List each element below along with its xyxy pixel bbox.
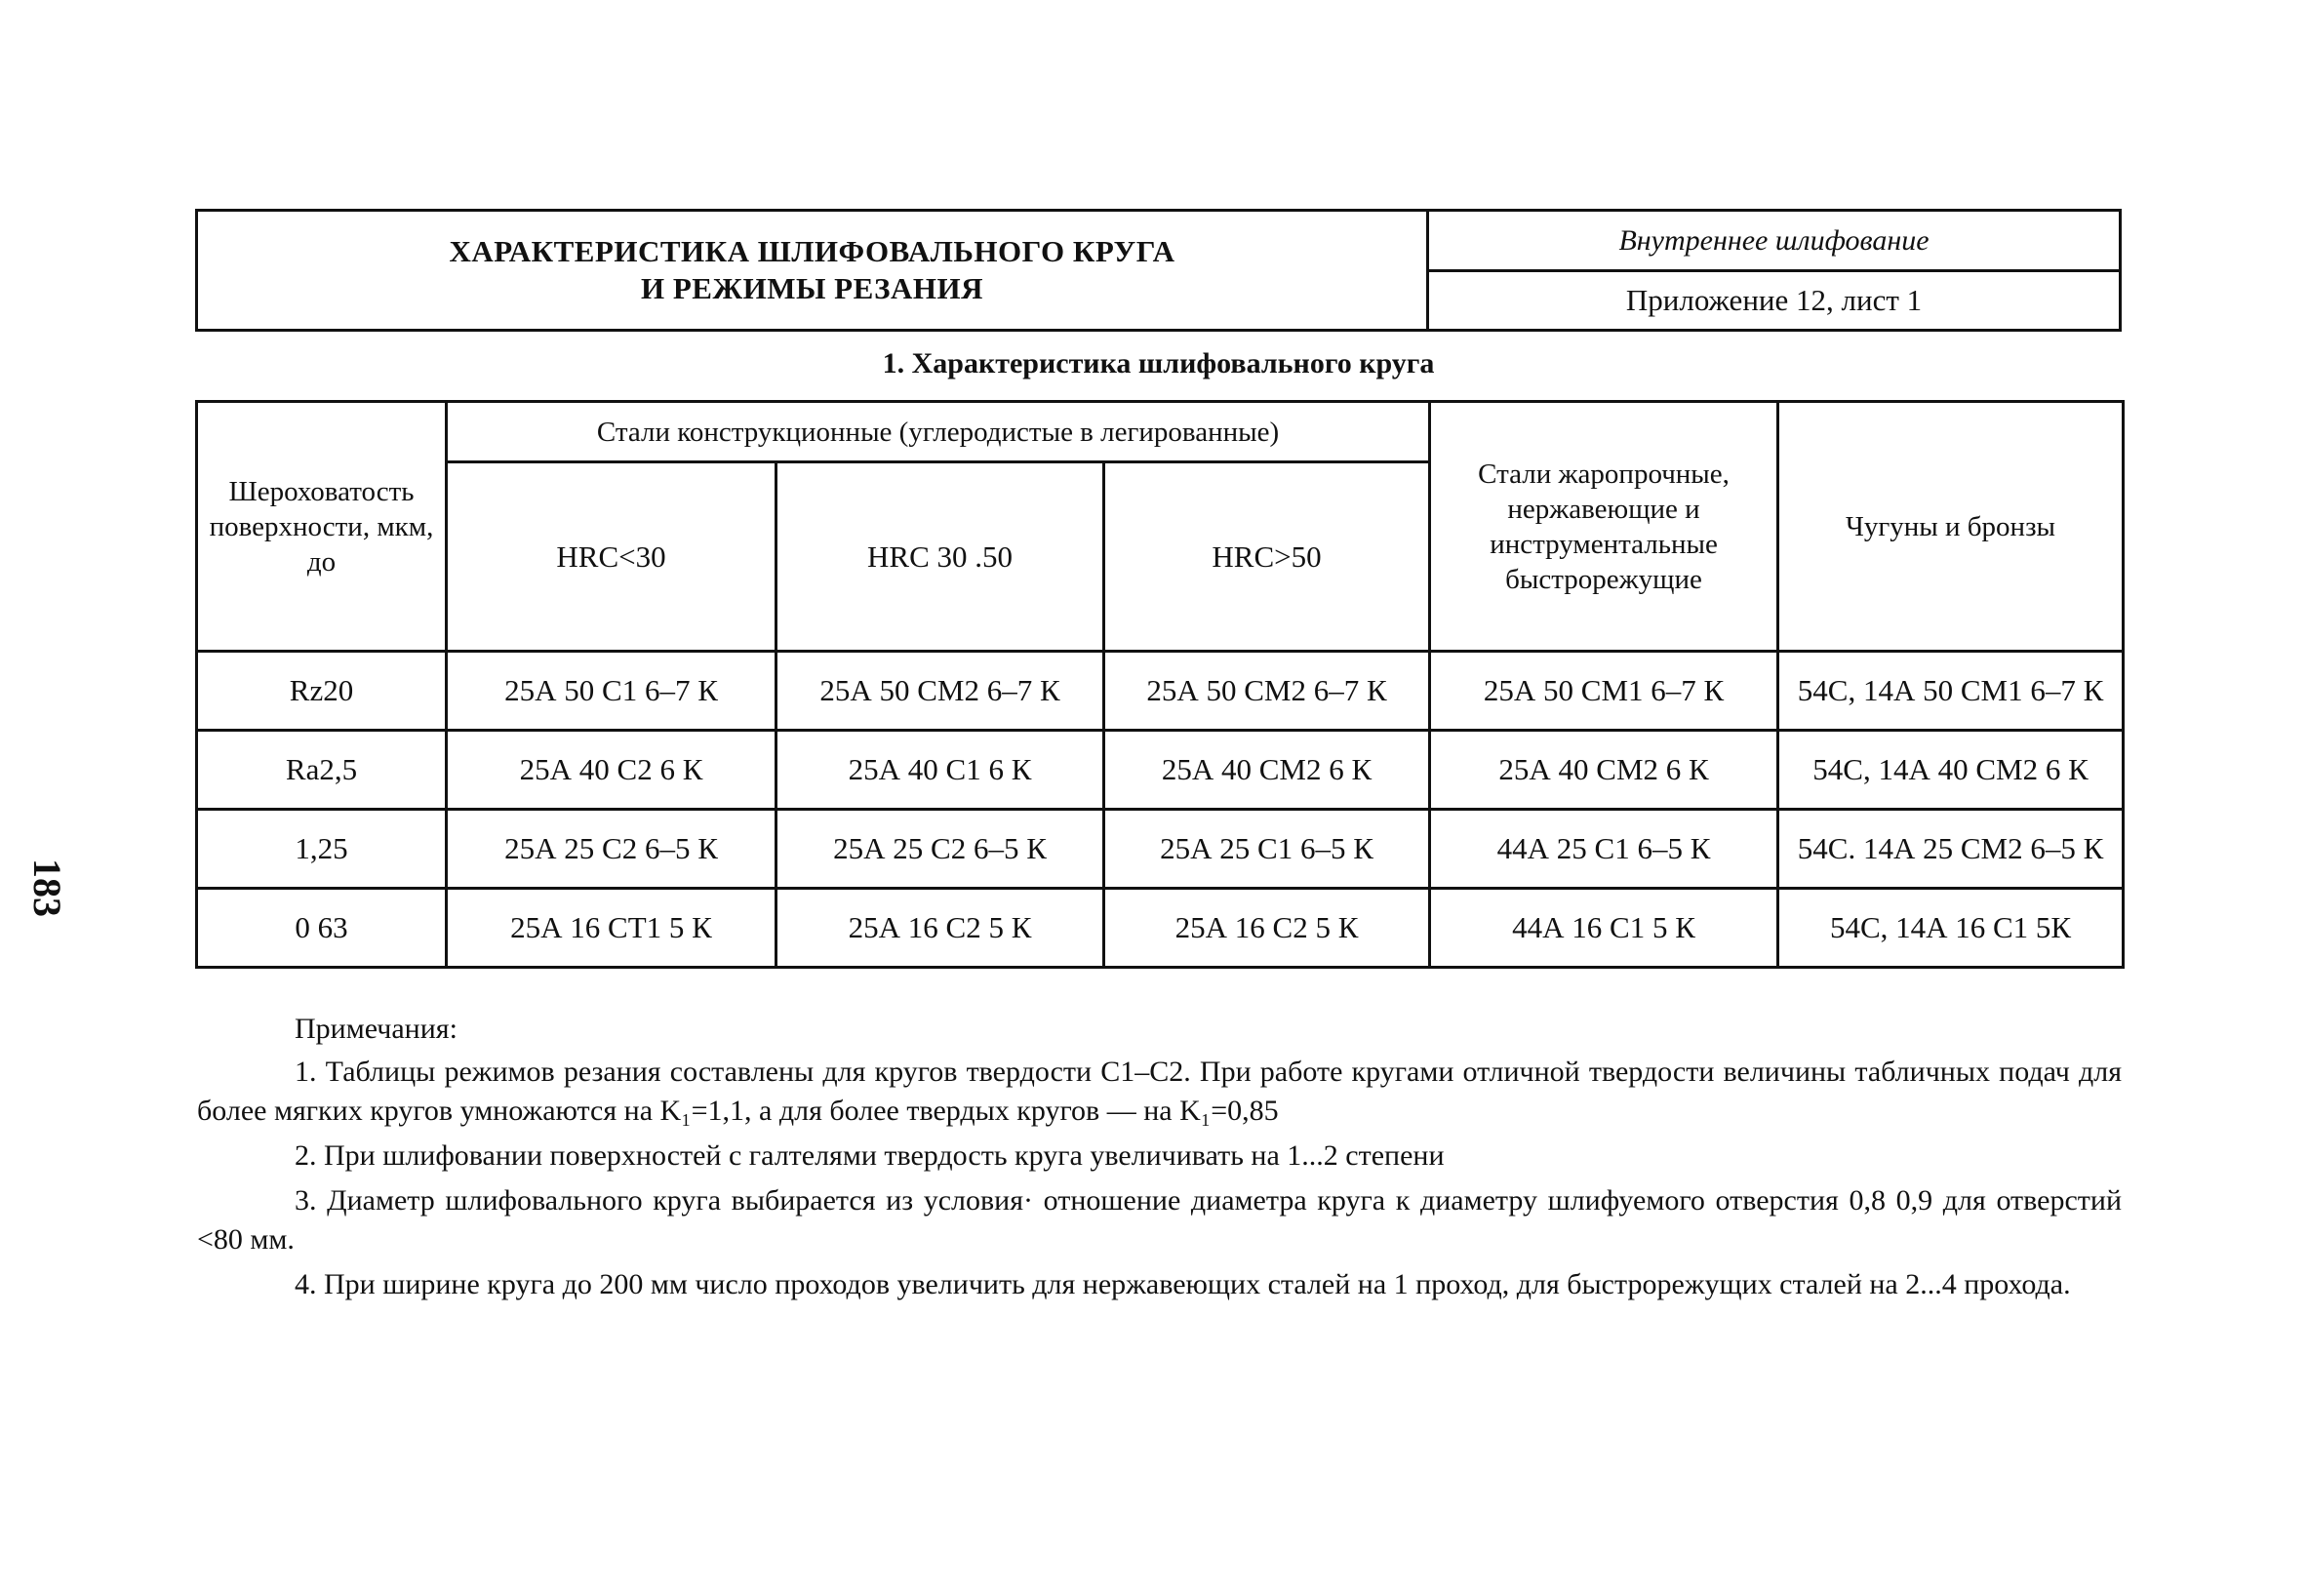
category-label: Внутреннее шлифование xyxy=(1429,212,2119,272)
col-header-cast-iron-bronze: Чугуны и бронзы xyxy=(1778,402,2124,652)
cell-roughness: 0 63 xyxy=(197,889,447,968)
cell-cast: 54С, 14А 40 СМ2 6 К xyxy=(1778,731,2124,810)
note-item: 3. Диаметр шлифовального круга выбирается из условия· отношение диаметра круга к диаметру шлифуемого отверстия 0,8 0,9 для отверстий <80 мм. xyxy=(197,1184,2122,1256)
cell-roughness: 1,25 xyxy=(197,810,447,889)
cell-hrc-gt50: 25А 50 СМ2 6–7 К xyxy=(1104,652,1430,731)
title-line-1: ХАРАКТЕРИСТИКА ШЛИФОВАЛЬНОГО КРУГА xyxy=(449,234,1175,268)
table-row xyxy=(197,652,2124,731)
appendix-label: Приложение 12, лист 1 xyxy=(1625,283,1923,317)
cell-hrc-30-50: 25А 25 С2 6–5 К xyxy=(776,810,1104,889)
cell-hrc-30-50: 25А 16 С2 5 К xyxy=(776,889,1104,968)
cell-hrc-lt30: 25А 16 СТ1 5 К xyxy=(447,889,776,968)
cell-hrc-lt30: 25А 40 С2 6 К xyxy=(447,731,776,810)
cell-cast: 54С. 14А 25 СМ2 6–5 К xyxy=(1778,810,2124,889)
cell-roughness: Rz20 xyxy=(197,652,447,731)
cell-hrc-30-50: 25А 50 СМ2 6–7 К xyxy=(776,652,1104,731)
sub-col-hrc-lt30: HRC<30 xyxy=(447,462,776,652)
cell-heatproof: 44А 25 С1 6–5 К xyxy=(1430,810,1778,889)
cell-cast: 54С, 14А 16 С1 5К xyxy=(1778,889,2124,968)
sub-col-hrc-30-50: HRC 30 .50 xyxy=(776,462,1104,652)
table-row xyxy=(197,810,2124,889)
header-info xyxy=(1429,212,2119,329)
cell-hrc-gt50: 25А 16 С2 5 К xyxy=(1104,889,1430,968)
cell-heatproof: 25А 40 СМ2 6 К xyxy=(1430,731,1778,810)
grinding-wheel-table xyxy=(195,400,2125,969)
document-title xyxy=(198,212,1429,329)
table-row xyxy=(197,889,2124,968)
note-item: 4. При ширине круга до 200 мм число проходов увеличить для нержавеющих сталей на 1 проход, для быстрорежущих сталей на 2...4 прохода. xyxy=(295,1268,2071,1300)
note-item: 1. Таблицы режимов резания составлены для кругов твердости С1–С2. При работе кругами отличной твердости величины табличных подач для более мягких кругов умножаются на K₁=1,1, а для более твердых кругов — на K₁=0,85 xyxy=(197,1056,2122,1127)
notes-title: Примечания: xyxy=(295,1013,458,1045)
note-item: 2. При шлифовании поверхностей с галтелями твердость круга увеличивать на 1...2 степени xyxy=(295,1139,1445,1172)
cell-cast: 54С, 14А 50 СМ1 6–7 К xyxy=(1778,652,2124,731)
cell-hrc-30-50: 25А 40 С1 6 К xyxy=(776,731,1104,810)
cell-heatproof: 44А 16 С1 5 К xyxy=(1430,889,1778,968)
document-header xyxy=(195,209,2122,332)
cell-hrc-lt30: 25А 50 С1 6–7 К xyxy=(447,652,776,731)
section-title: 1. Характеристика шлифовального круга xyxy=(882,347,1435,379)
col-header-roughness: Шероховатость поверхности, мкм, до xyxy=(197,402,447,652)
notes xyxy=(197,1010,2122,1310)
title-line-2: И РЕЖИМЫ РЕЗАНИЯ xyxy=(640,271,984,305)
cell-roughness: Ra2,5 xyxy=(197,731,447,810)
col-header-heatproof-steel: Стали жаропрочные, нержавеющие и инструментальные быстрорежущие xyxy=(1430,402,1778,652)
cell-heatproof: 25А 50 СМ1 6–7 К xyxy=(1430,652,1778,731)
table-row xyxy=(197,731,2124,810)
cell-hrc-gt50: 25А 40 СМ2 6 К xyxy=(1104,731,1430,810)
page-number: 183 xyxy=(25,858,69,917)
sub-col-hrc-gt50: HRC>50 xyxy=(1104,462,1430,652)
col-group-structural-steel: Стали конструкционные (углеродистые в легированные) xyxy=(447,402,1430,462)
cell-hrc-lt30: 25А 25 С2 6–5 К xyxy=(447,810,776,889)
cell-hrc-gt50: 25А 25 С1 6–5 К xyxy=(1104,810,1430,889)
